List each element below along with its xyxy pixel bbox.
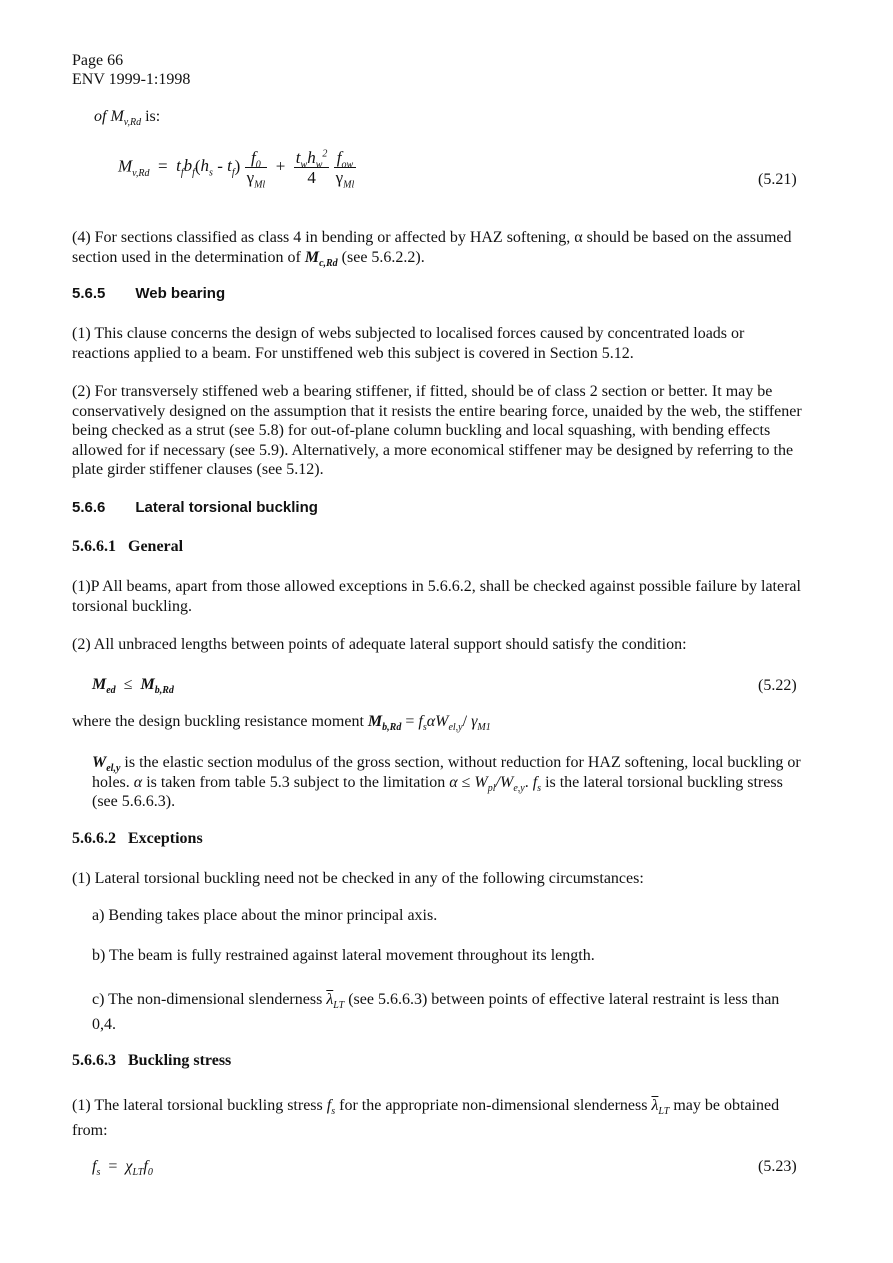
wel-text-c: is the lateral torsional buckling stress (see 5.6.6.3).	[92, 773, 783, 810]
subsection-heading-5-6-6-2	[72, 829, 203, 848]
paragraph-5-6-6-2-1: (1) Lateral torsional buckling need not be checked in any of the following circumstances:	[72, 870, 644, 887]
intro-line	[94, 107, 161, 129]
p4-text-a: (4) For sections classified as class 4 in bending or affected by HAZ softening, α should be based on the assumed section used in the determination of	[72, 229, 792, 266]
p4-text-b: (see 5.6.2.2).	[337, 248, 425, 266]
paragraph-5-6-6-3-1: (1) The lateral torsional buckling stress $f_s$ for the appropriate non-dimensional slenderness $\overline{\lambda}_{LT}$ may be obtained from:	[72, 1097, 780, 1139]
subsection-heading-5-6-6-1	[72, 537, 183, 556]
equation-5-22: $M_{ed} \le M_{b,Rd}$	[92, 676, 174, 697]
subsection-title: General	[128, 538, 184, 555]
paragraph-5-6-6-1-2: (2) All unbraced lengths between points of adequate lateral support should satisfy the condition:	[72, 636, 687, 653]
intro-sub: v,Rd	[123, 117, 142, 129]
p5663-text-b: for the appropriate non-dimensional slenderness	[335, 1097, 652, 1114]
equation-number-5-21: (5.21)	[758, 171, 797, 188]
equation-number-5-23: (5.23)	[758, 1158, 797, 1175]
subsection-number: 5.6.6.2	[72, 830, 116, 847]
page-number: Page 66	[72, 52, 124, 69]
intro-tail: is:	[141, 108, 161, 125]
list-item-b: b) The beam is fully restrained against lateral movement throughout its length.	[92, 947, 595, 964]
list-item-a: a) Bending takes place about the minor principal axis.	[92, 907, 438, 924]
where-line: where the design buckling resistance moment $M_{b,Rd} = f_s\alpha W_{el,y}/$ $\gamma_{M1}$	[72, 713, 491, 734]
wel-text-a: is the elastic section modulus of the gross section, without reduction for HAZ softening, local buckling or holes.	[92, 754, 801, 791]
subsection-number: 5.6.6.1	[72, 538, 116, 555]
section-title: Web bearing	[135, 285, 226, 302]
p5663-text-a: (1) The lateral torsional buckling stress	[72, 1097, 327, 1114]
subsection-title: Buckling stress	[128, 1052, 232, 1069]
item-c-text-b: (see 5.6.6.3) between points of effective lateral restraint is less than 0,4.	[92, 991, 780, 1033]
paragraph-5-6-6-1-1: (1)P All beams, apart from those allowed exceptions in 5.6.6.2, shall be checked against possible failure by lateral torsional buckling.	[72, 578, 801, 615]
section-heading-5-6-6	[72, 499, 318, 516]
item-c-text-a: c) The non-dimensional slenderness	[92, 991, 327, 1008]
list-item-c: c) The non-dimensional slenderness $\overline{\lambda}_{LT}$ (see 5.6.6.3) between points of effective lateral restraint is less than 0,4.	[92, 991, 780, 1033]
equation-number-5-22: (5.22)	[758, 677, 797, 694]
section-heading-5-6-5	[72, 285, 225, 302]
p4-sub: c,Rd	[319, 257, 338, 269]
paragraph-5-6-5-1: (1) This clause concerns the design of webs subjected to localised forces caused by concentrated loads or reactions applied to a beam. For unstiffened web this subject is covered in Section 5.12.	[72, 325, 745, 362]
subsection-heading-5-6-6-3	[72, 1051, 231, 1070]
where-text: where the design buckling resistance moment	[72, 713, 368, 730]
wel-text-b: is taken from table 5.3 subject to the limitation	[142, 773, 450, 791]
p5663-text-c: may be obtained from:	[72, 1097, 780, 1139]
subsection-number: 5.6.6.3	[72, 1052, 116, 1069]
p4-symbol: M	[304, 248, 320, 266]
intro-text: of M	[94, 108, 124, 125]
subsection-title: Exceptions	[128, 830, 203, 847]
section-number: 5.6.6	[72, 499, 106, 516]
equation-5-23: $f_s = \chi_{LT}f_0$	[92, 1158, 153, 1179]
standard-code: ENV 1999-1:1998	[72, 71, 191, 88]
wel-definition: $W_{el,y}$ is the elastic section modulus of the gross section, without reduction for HAZ softening, local buckling or holes. α is taken from table 5.3 subject to the limitation $\alpha \le W_{pl}/W_{e,y}$. $f_s$ is the lateral torsional buckling stress (see 5.6.6.3).	[92, 754, 801, 810]
equation-5-21: $M_{v,Rd} = t_fb_f(h_s - t_f)$ $\frac{f_0}{\gamma_{Ml}}$ + $\frac{t_wh_w^2}{4}$ $\frac{f_{ow}}{\gamma_{Ml}}$	[118, 148, 355, 191]
paragraph-5-6-5-2: (2) For transversely stiffened web a bearing stiffener, if fitted, should be of class 2 section or better. It may be conservatively designed on the assumption that it resists the entire bearing force, unaided by the web, the stiffener being checked as a strut (see 5.8) for out-of-plane column buckling and local squashing, with bending effects allowed for if necessary (see 5.9). Alternatively, a more economical stiffener may be designed by referring to the plate girder stiffener clauses (see 5.12).	[72, 383, 802, 478]
section-title: Lateral torsional buckling	[135, 499, 318, 516]
section-number: 5.6.5	[72, 285, 106, 302]
paragraph-4	[72, 228, 804, 267]
